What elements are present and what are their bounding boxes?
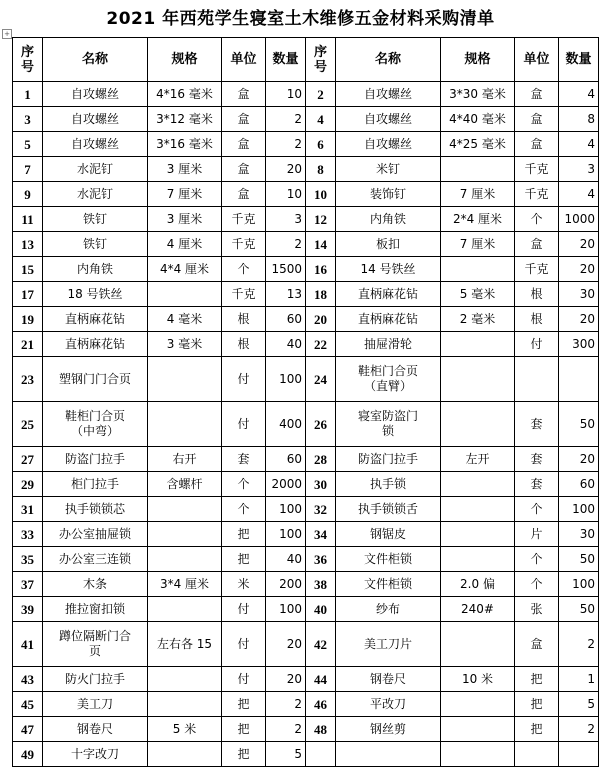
cell-spec: [441, 332, 515, 357]
cell-name: 装饰钉: [336, 182, 441, 207]
table-row: [13, 157, 599, 182]
cell-no: 29: [13, 472, 43, 497]
cell-name: 直柄麻花钻: [336, 282, 441, 307]
cell-unit: 把: [222, 547, 266, 572]
cell-name: 办公室三连锁: [43, 547, 148, 572]
cell-no: 2: [306, 82, 336, 107]
header-seq: 序号: [306, 38, 336, 82]
cell-name: 文件柜锁: [336, 547, 441, 572]
cell-unit: 根: [515, 282, 559, 307]
cell-unit: 盒: [222, 157, 266, 182]
cell-unit: 个: [515, 497, 559, 522]
cell-unit: 把: [222, 692, 266, 717]
cell-spec: 3 厘米: [148, 207, 222, 232]
cell-spec: [441, 622, 515, 667]
cell-qty: 30: [559, 522, 599, 547]
cell-unit: 把: [515, 667, 559, 692]
cell-spec: [441, 357, 515, 402]
cell-spec: [441, 717, 515, 742]
cell-name: 水泥钉: [43, 182, 148, 207]
cell-no: 22: [306, 332, 336, 357]
cell-spec: [148, 547, 222, 572]
cell-qty: 3: [266, 207, 306, 232]
cell-name: 直柄麻花钻: [43, 307, 148, 332]
cell-no: 13: [13, 232, 43, 257]
cell-qty: 20: [266, 157, 306, 182]
cell-spec: [441, 522, 515, 547]
cell-qty: 2: [559, 717, 599, 742]
page-title: 2021 年西苑学生寝室土木维修五金材料采购清单: [106, 9, 495, 29]
cell-unit: 千克: [515, 182, 559, 207]
cell-spec: [441, 157, 515, 182]
cell-spec: [148, 402, 222, 447]
cell-qty: 10: [266, 182, 306, 207]
cell-name: 自攻螺丝: [43, 132, 148, 157]
table-row: [13, 497, 599, 522]
header-qty: 数量: [559, 38, 599, 82]
cell-name: 美工刀片: [336, 622, 441, 667]
cell-spec: 3*16 毫米: [148, 132, 222, 157]
cell-no: 37: [13, 572, 43, 597]
cell-no: 21: [13, 332, 43, 357]
cell-unit: 把: [222, 717, 266, 742]
cell-name: 木条: [43, 572, 148, 597]
cell-unit: 把: [515, 692, 559, 717]
cell-no: 7: [13, 157, 43, 182]
cell-unit: 个: [222, 497, 266, 522]
cell-name: 防盗门拉手: [43, 447, 148, 472]
cell-qty: 13: [266, 282, 306, 307]
cell-name: 钢卷尺: [336, 667, 441, 692]
cell-spec: 3*30 毫米: [441, 82, 515, 107]
cell-no: 36: [306, 547, 336, 572]
cell-no: 10: [306, 182, 336, 207]
cell-qty: [559, 357, 599, 402]
cell-qty: [559, 742, 599, 767]
cell-name: 内角铁: [43, 257, 148, 282]
cell-unit: 把: [515, 717, 559, 742]
cell-unit: 套: [222, 447, 266, 472]
cell-no: 17: [13, 282, 43, 307]
cell-no: 35: [13, 547, 43, 572]
table-row: [13, 107, 599, 132]
cell-name: [336, 742, 441, 767]
header-unit: 单位: [222, 38, 266, 82]
cell-unit: 盒: [222, 82, 266, 107]
cell-no: 11: [13, 207, 43, 232]
cell-name: 防盗门拉手: [336, 447, 441, 472]
cell-no: 14: [306, 232, 336, 257]
cell-qty: 60: [266, 307, 306, 332]
cell-spec: [148, 692, 222, 717]
cell-unit: 套: [515, 402, 559, 447]
cell-no: 1: [13, 82, 43, 107]
cell-qty: 4: [559, 132, 599, 157]
cell-spec: 右开: [148, 447, 222, 472]
cell-qty: 50: [559, 402, 599, 447]
cell-unit: 付: [222, 402, 266, 447]
table-row: [13, 522, 599, 547]
cell-name: 执手锁锁舌: [336, 497, 441, 522]
cell-unit: 米: [222, 572, 266, 597]
cell-spec: [148, 357, 222, 402]
header-qty: 数量: [266, 38, 306, 82]
cell-name: 水泥钉: [43, 157, 148, 182]
cell-no: 39: [13, 597, 43, 622]
cell-unit: 盒: [222, 182, 266, 207]
cell-qty: 4: [559, 82, 599, 107]
cell-unit: 盒: [222, 132, 266, 157]
cell-spec: 4*25 毫米: [441, 132, 515, 157]
cell-spec: 7 厘米: [148, 182, 222, 207]
cell-qty: 100: [266, 357, 306, 402]
cell-name: 直柄麻花钻: [43, 332, 148, 357]
cell-name: 文件柜锁: [336, 572, 441, 597]
cell-name: 纱布: [336, 597, 441, 622]
cell-no: 48: [306, 717, 336, 742]
cell-no: 26: [306, 402, 336, 447]
cell-name: 蹲位隔断门合 页: [43, 622, 148, 667]
cell-spec: [441, 472, 515, 497]
cell-spec: 2 毫米: [441, 307, 515, 332]
cell-name: 塑钢门门合页: [43, 357, 148, 402]
cell-unit: 个: [222, 472, 266, 497]
cell-spec: [148, 597, 222, 622]
cell-spec: 左开: [441, 447, 515, 472]
cell-no: 44: [306, 667, 336, 692]
cell-unit: 盒: [515, 132, 559, 157]
cell-spec: 2.0 偏: [441, 572, 515, 597]
cell-spec: 含螺杆: [148, 472, 222, 497]
cell-name: 推拉窗扣锁: [43, 597, 148, 622]
cell-name: 自攻螺丝: [336, 82, 441, 107]
cell-no: 40: [306, 597, 336, 622]
cell-spec: 2*4 厘米: [441, 207, 515, 232]
cell-spec: [148, 742, 222, 767]
cell-spec: [441, 742, 515, 767]
cell-name: 十字改刀: [43, 742, 148, 767]
cell-no: 20: [306, 307, 336, 332]
header-unit: 单位: [515, 38, 559, 82]
cell-unit: 把: [222, 742, 266, 767]
cell-unit: 千克: [222, 207, 266, 232]
table-body: [13, 82, 599, 767]
table-row: [13, 597, 599, 622]
cell-qty: 2000: [266, 472, 306, 497]
cell-unit: 根: [222, 332, 266, 357]
cell-no: 34: [306, 522, 336, 547]
cell-unit: 盒: [515, 232, 559, 257]
cell-spec: 3 厘米: [148, 157, 222, 182]
cell-unit: 千克: [515, 257, 559, 282]
table-row: [13, 257, 599, 282]
cell-qty: 30: [559, 282, 599, 307]
materials-table: [12, 37, 599, 767]
cell-no: 38: [306, 572, 336, 597]
cell-no: [306, 742, 336, 767]
table-row: [13, 572, 599, 597]
cell-no: 18: [306, 282, 336, 307]
table-row: [13, 207, 599, 232]
table-row: [13, 742, 599, 767]
cell-spec: 3 毫米: [148, 332, 222, 357]
cell-no: 27: [13, 447, 43, 472]
cell-unit: 盒: [515, 107, 559, 132]
table-row: [13, 332, 599, 357]
cell-no: 3: [13, 107, 43, 132]
cell-qty: 1500: [266, 257, 306, 282]
cell-name: 执手锁锁芯: [43, 497, 148, 522]
cell-name: 平改刀: [336, 692, 441, 717]
cell-unit: 千克: [222, 282, 266, 307]
cell-no: 28: [306, 447, 336, 472]
cell-no: 8: [306, 157, 336, 182]
table-row: [13, 667, 599, 692]
cell-spec: [441, 497, 515, 522]
cell-qty: 300: [559, 332, 599, 357]
cell-name: 钢丝剪: [336, 717, 441, 742]
cell-no: 12: [306, 207, 336, 232]
cell-no: 32: [306, 497, 336, 522]
cell-qty: 1: [559, 667, 599, 692]
header-name: 名称: [43, 38, 148, 82]
cell-name: 板扣: [336, 232, 441, 257]
cell-qty: 60: [559, 472, 599, 497]
cell-spec: 4 厘米: [148, 232, 222, 257]
cell-spec: 7 厘米: [441, 182, 515, 207]
cell-qty: 2: [266, 132, 306, 157]
cell-name: 自攻螺丝: [43, 82, 148, 107]
cell-spec: [148, 667, 222, 692]
cell-qty: 100: [266, 597, 306, 622]
cell-name: 钢卷尺: [43, 717, 148, 742]
cell-unit: 个: [515, 572, 559, 597]
cell-name: 直柄麻花钻: [336, 307, 441, 332]
cell-qty: 20: [559, 257, 599, 282]
table-row: [13, 132, 599, 157]
cell-unit: 片: [515, 522, 559, 547]
cell-spec: 4 毫米: [148, 307, 222, 332]
header-spec: 规格: [441, 38, 515, 82]
cell-spec: 4*40 毫米: [441, 107, 515, 132]
cell-unit: 千克: [515, 157, 559, 182]
header-name: 名称: [336, 38, 441, 82]
header-spec: 规格: [148, 38, 222, 82]
cell-unit: 付: [222, 597, 266, 622]
cell-spec: [148, 522, 222, 547]
cell-spec: [441, 547, 515, 572]
cell-name: 鞋柜门合页 （直臂）: [336, 357, 441, 402]
cell-qty: 40: [266, 547, 306, 572]
table-row: [13, 232, 599, 257]
cell-name: 柜门拉手: [43, 472, 148, 497]
table-row: [13, 547, 599, 572]
cell-spec: 10 米: [441, 667, 515, 692]
cell-unit: 个: [515, 547, 559, 572]
table-row: [13, 717, 599, 742]
cell-spec: 3*4 厘米: [148, 572, 222, 597]
cell-qty: 1000: [559, 207, 599, 232]
cell-unit: 把: [222, 522, 266, 547]
cell-spec: [148, 497, 222, 522]
table-row: [13, 82, 599, 107]
cell-no: 41: [13, 622, 43, 667]
cell-name: 钢锯皮: [336, 522, 441, 547]
cell-unit: 盒: [222, 107, 266, 132]
cell-qty: 3: [559, 157, 599, 182]
cell-name: 抽屉滑轮: [336, 332, 441, 357]
cell-qty: 60: [266, 447, 306, 472]
table-row: [13, 692, 599, 717]
cell-unit: 付: [222, 357, 266, 402]
cell-qty: 20: [559, 307, 599, 332]
cell-spec: [148, 282, 222, 307]
cell-qty: 5: [559, 692, 599, 717]
cell-name: 执手锁: [336, 472, 441, 497]
table-row: [13, 622, 599, 667]
cell-no: 16: [306, 257, 336, 282]
cell-no: 30: [306, 472, 336, 497]
cell-unit: 盒: [515, 82, 559, 107]
cell-qty: 40: [266, 332, 306, 357]
cell-unit: 根: [515, 307, 559, 332]
cell-no: 43: [13, 667, 43, 692]
cell-qty: 2: [266, 107, 306, 132]
cell-name: 自攻螺丝: [336, 132, 441, 157]
cell-qty: 200: [266, 572, 306, 597]
cell-unit: 个: [222, 257, 266, 282]
table-row: [13, 182, 599, 207]
cell-name: 自攻螺丝: [336, 107, 441, 132]
cell-no: 31: [13, 497, 43, 522]
cell-qty: 5: [266, 742, 306, 767]
cell-qty: 20: [266, 622, 306, 667]
cell-unit: 付: [222, 667, 266, 692]
cell-name: 14 号铁丝: [336, 257, 441, 282]
cell-no: 49: [13, 742, 43, 767]
cell-spec: [441, 257, 515, 282]
cell-no: 25: [13, 402, 43, 447]
cell-unit: 根: [222, 307, 266, 332]
header-seq: 序号: [13, 38, 43, 82]
table-row: [13, 282, 599, 307]
cell-no: 42: [306, 622, 336, 667]
cell-unit: 千克: [222, 232, 266, 257]
cell-name: 铁钉: [43, 232, 148, 257]
cell-qty: 4: [559, 182, 599, 207]
cell-unit: 套: [515, 472, 559, 497]
cell-qty: 8: [559, 107, 599, 132]
cell-name: 防火门拉手: [43, 667, 148, 692]
cell-spec: 左右各 15: [148, 622, 222, 667]
cell-no: 24: [306, 357, 336, 402]
cell-name: 办公室抽屉锁: [43, 522, 148, 547]
table-row: [13, 447, 599, 472]
table-move-handle-icon[interactable]: +: [2, 29, 12, 39]
cell-name: 18 号铁丝: [43, 282, 148, 307]
cell-qty: 50: [559, 597, 599, 622]
cell-no: 33: [13, 522, 43, 547]
cell-qty: 2: [266, 692, 306, 717]
table-row: [13, 357, 599, 402]
cell-spec: 4*4 厘米: [148, 257, 222, 282]
cell-spec: 240#: [441, 597, 515, 622]
cell-unit: [515, 357, 559, 402]
cell-qty: 100: [559, 497, 599, 522]
cell-name: 美工刀: [43, 692, 148, 717]
cell-no: 45: [13, 692, 43, 717]
cell-name: 寝室防盗门 锁: [336, 402, 441, 447]
cell-no: 19: [13, 307, 43, 332]
cell-qty: 100: [266, 522, 306, 547]
cell-no: 46: [306, 692, 336, 717]
cell-no: 47: [13, 717, 43, 742]
cell-qty: 2: [559, 622, 599, 667]
cell-qty: 20: [266, 667, 306, 692]
table-row: [13, 402, 599, 447]
cell-spec: 5 毫米: [441, 282, 515, 307]
cell-qty: 10: [266, 82, 306, 107]
table-row: [13, 307, 599, 332]
cell-qty: 100: [559, 572, 599, 597]
cell-name: 内角铁: [336, 207, 441, 232]
cell-qty: 50: [559, 547, 599, 572]
cell-unit: 盒: [515, 622, 559, 667]
cell-qty: 20: [559, 232, 599, 257]
cell-unit: 付: [222, 622, 266, 667]
cell-qty: 100: [266, 497, 306, 522]
cell-no: 6: [306, 132, 336, 157]
cell-spec: [441, 692, 515, 717]
cell-no: 15: [13, 257, 43, 282]
header-row: [13, 38, 599, 82]
cell-qty: 2: [266, 717, 306, 742]
cell-no: 4: [306, 107, 336, 132]
cell-name: 鞋柜门合页 （中弯）: [43, 402, 148, 447]
cell-qty: 2: [266, 232, 306, 257]
cell-no: 9: [13, 182, 43, 207]
table-row: [13, 472, 599, 497]
cell-unit: [515, 742, 559, 767]
cell-unit: 张: [515, 597, 559, 622]
cell-qty: 20: [559, 447, 599, 472]
cell-name: 米钉: [336, 157, 441, 182]
cell-unit: 个: [515, 207, 559, 232]
cell-qty: 400: [266, 402, 306, 447]
cell-name: 自攻螺丝: [43, 107, 148, 132]
cell-spec: 7 厘米: [441, 232, 515, 257]
cell-spec: 3*12 毫米: [148, 107, 222, 132]
cell-no: 5: [13, 132, 43, 157]
cell-name: 铁钉: [43, 207, 148, 232]
cell-spec: [441, 402, 515, 447]
cell-spec: 4*16 毫米: [148, 82, 222, 107]
cell-spec: 5 米: [148, 717, 222, 742]
cell-no: 23: [13, 357, 43, 402]
cell-unit: 付: [515, 332, 559, 357]
cell-unit: 套: [515, 447, 559, 472]
